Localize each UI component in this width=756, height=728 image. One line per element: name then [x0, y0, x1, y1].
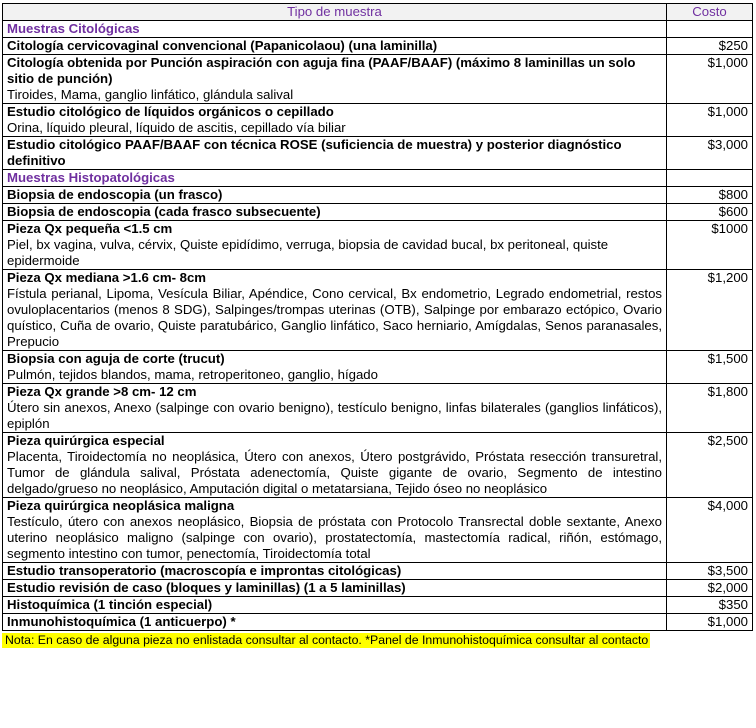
sample-title: Biopsia de endoscopia (un frasco) — [7, 187, 223, 202]
price-cell: $800 — [667, 187, 753, 204]
sample-type-cell — [3, 580, 667, 597]
sample-type-cell — [3, 498, 667, 563]
table-row — [3, 270, 753, 351]
table-row — [3, 580, 753, 597]
table-row — [3, 563, 753, 580]
sample-title: Citología cervicovaginal convencional (Papanicolaou) (una laminilla) — [7, 38, 438, 53]
footer-note: Nota: En caso de alguna pieza no enlistada consultar al contacto. *Panel de Inmunohistoquímica consultar al contacto — [2, 633, 650, 648]
sample-type-cell — [3, 270, 667, 351]
price-list — [2, 0, 754, 649]
price-cell: $1000 — [667, 221, 753, 270]
section-cost-empty — [667, 21, 753, 38]
sample-title: Estudio citológico PAAF/BAAF con técnica ROSE (suficiencia de muestra) y posterior diagnóstico definitivo — [7, 137, 622, 168]
sample-title: Inmunohistoquímica (1 anticuerpo) * — [7, 614, 236, 629]
sample-title: Pieza quirúrgica neoplásica maligna — [7, 498, 235, 513]
sample-type-cell — [3, 221, 667, 270]
sample-detail: Orina, líquido pleural, líquido de ascitis, cepillado vía biliar — [7, 120, 346, 135]
sample-title: Estudio revisión de caso (bloques y laminillas) (1 a 5 laminillas) — [7, 580, 406, 595]
price-cell: $4,000 — [667, 498, 753, 563]
sample-title: Pieza Qx grande >8 cm- 12 cm — [7, 384, 197, 399]
table-row — [3, 204, 753, 221]
sample-type-cell — [3, 55, 667, 104]
table-header-row — [3, 4, 753, 21]
sample-detail: Pulmón, tejidos blandos, mama, retroperitoneo, ganglio, hígado — [7, 367, 378, 382]
table-row — [3, 137, 753, 170]
price-cell: $2,000 — [667, 580, 753, 597]
price-cell: $1,000 — [667, 104, 753, 137]
table-row — [3, 187, 753, 204]
price-cell: $350 — [667, 597, 753, 614]
table-body — [3, 21, 753, 631]
price-cell: $1,800 — [667, 384, 753, 433]
table-row — [3, 597, 753, 614]
table-row — [3, 55, 753, 104]
table-row — [3, 38, 753, 55]
table-row — [3, 384, 753, 433]
sample-detail: Útero sin anexos, Anexo (salpinge con ovario benigno), testículo benigno, linfas bilaterales (ganglios linfáticos), epiplón — [7, 400, 662, 431]
sample-title: Histoquímica (1 tinción especial) — [7, 597, 213, 612]
sample-title: Pieza Qx pequeña <1.5 cm — [7, 221, 173, 236]
section-header-row — [3, 21, 753, 38]
sample-title: Estudio transoperatorio (macroscopía e improntas citológicas) — [7, 563, 402, 578]
section-cost-empty — [667, 170, 753, 187]
price-cell: $250 — [667, 38, 753, 55]
sample-title: Pieza Qx mediana >1.6 cm- 8cm — [7, 270, 207, 285]
sample-title: Pieza quirúrgica especial — [7, 433, 165, 448]
section-title: Muestras Histopatológicas — [3, 170, 667, 187]
price-cell: $3,500 — [667, 563, 753, 580]
table-row — [3, 104, 753, 137]
sample-detail: Testículo, útero con anexos neoplásico, Biopsia de próstata con Protocolo Transrectal doble sextante, Anexo uterino neoplásico maligno (salpinge con ovario), prostatectomía, mastectomía radical, riñón, estómago, segmento intestino con tumor, penectomía, Tiroidectomía total — [7, 514, 662, 561]
section-title: Muestras Citológicas — [3, 21, 667, 38]
sample-type-cell — [3, 187, 667, 204]
sample-detail: Tiroides, Mama, ganglio linfático, glándula salival — [7, 87, 294, 102]
price-cell: $1,500 — [667, 351, 753, 384]
sample-type-cell — [3, 351, 667, 384]
price-cell: $1,000 — [667, 614, 753, 631]
table-row — [3, 221, 753, 270]
sample-title: Citología obtenida por Punción aspiración con aguja fina (PAAF/BAAF) (máximo 8 laminillas un solo sitio de punción) — [7, 55, 636, 86]
section-header-row — [3, 170, 753, 187]
price-cell: $1,200 — [667, 270, 753, 351]
column-header-cost: Costo — [667, 4, 753, 21]
sample-type-cell — [3, 204, 667, 221]
table-row — [3, 498, 753, 563]
table-row — [3, 351, 753, 384]
sample-type-cell — [3, 614, 667, 631]
column-header-type: Tipo de muestra — [3, 4, 667, 21]
sample-title: Biopsia con aguja de corte (trucut) — [7, 351, 225, 366]
sample-title: Biopsia de endoscopia (cada frasco subsecuente) — [7, 204, 321, 219]
price-cell: $600 — [667, 204, 753, 221]
sample-type-cell — [3, 597, 667, 614]
price-cell: $3,000 — [667, 137, 753, 170]
sample-type-cell — [3, 38, 667, 55]
sample-type-cell — [3, 137, 667, 170]
sample-detail: Placenta, Tiroidectomía no neoplásica, Útero con anexos, Útero postgrávido, Próstata resección transuretral, Tumor de glándula salival, Próstata adenectomía, Quiste gigante de ovario, Segmento de intestino delgado/grueso no neoplásico, Amputación digital o metatarsiana, Tejido óseo no neoplásico — [7, 449, 662, 496]
price-cell: $2,500 — [667, 433, 753, 498]
sample-title: Estudio citológico de líquidos orgánicos o cepillado — [7, 104, 334, 119]
table-row — [3, 433, 753, 498]
sample-detail: Piel, bx vagina, vulva, cérvix, Quiste epidídimo, verruga, biopsia de cavidad bucal, bx peritoneal, quiste epidermoide — [7, 237, 609, 268]
sample-type-cell — [3, 384, 667, 433]
sample-type-cell — [3, 563, 667, 580]
sample-type-cell — [3, 433, 667, 498]
price-table — [2, 3, 753, 631]
price-cell: $1,000 — [667, 55, 753, 104]
table-row — [3, 614, 753, 631]
sample-detail: Fístula perianal, Lipoma, Vesícula Biliar, Apéndice, Cono cervical, Bx endometrio, Legrado endometrial, restos ovuloplacentarios (menos 8 SDG), Salpinges/trompas uterinas (OTB), Salpinge por embarazo ectópico, Ovario quístico, Cuña de ovario, Quiste paratubárico, Ganglio linfático, Saco herniario, Amígdalas, Senos paranasales, Prepucio — [7, 286, 662, 349]
sample-type-cell — [3, 104, 667, 137]
